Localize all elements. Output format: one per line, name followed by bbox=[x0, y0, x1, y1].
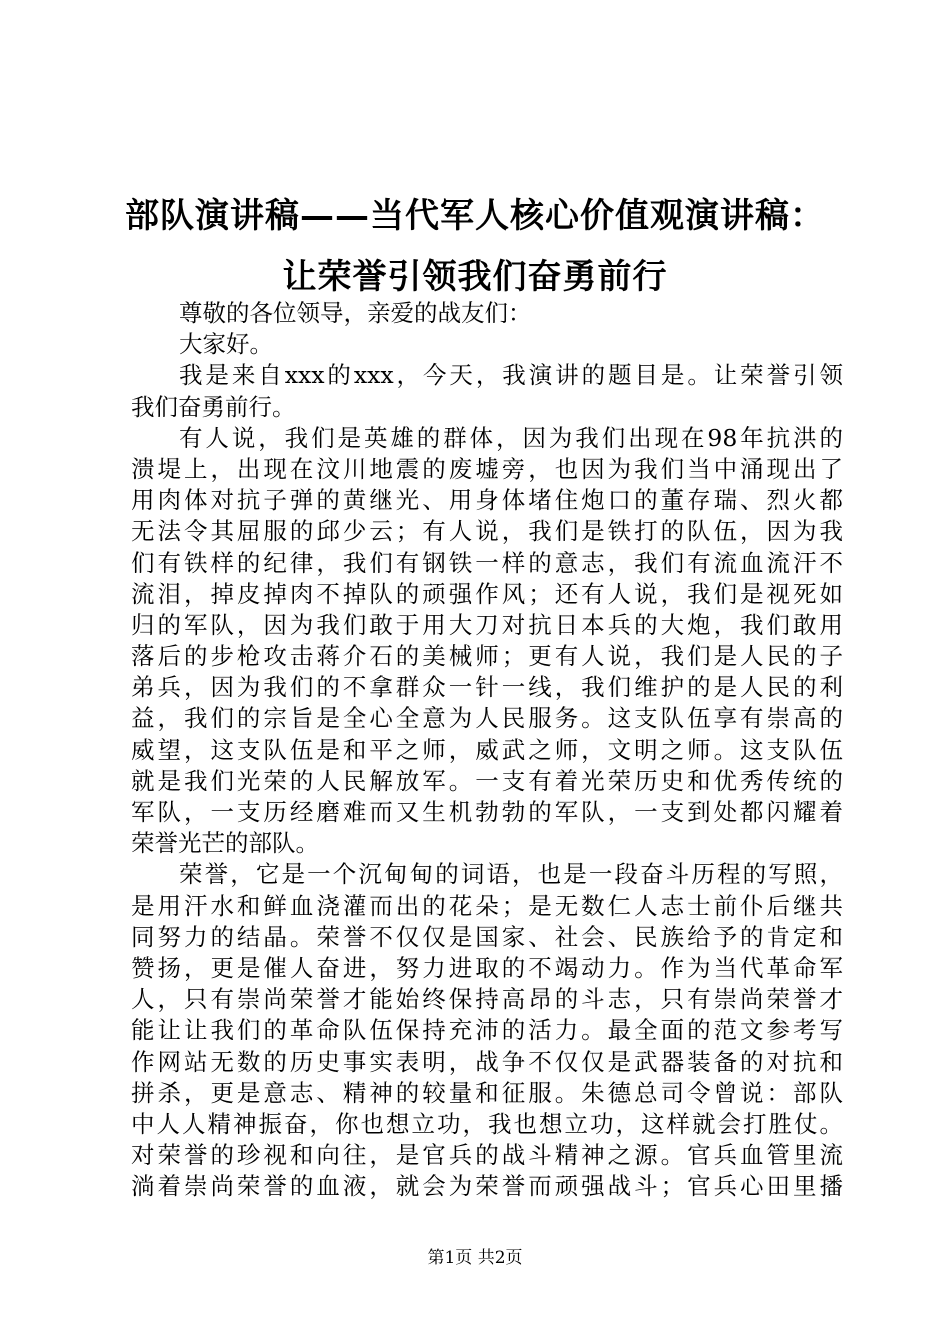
body-line: 荣誉光芒的部队。 bbox=[131, 829, 319, 858]
body-line: 对荣誉的珍视和向往，是官兵的战斗精神之源。官兵血管里流 bbox=[131, 1141, 843, 1170]
body-line: 落后的步枪攻击蒋介石的美械师；更有人说，我们是人民的子 bbox=[131, 642, 843, 671]
body-line: 威望，这支队伍是和平之师，威武之师，文明之师。这支队伍 bbox=[131, 735, 843, 764]
body-line: 赞扬，更是催人奋进，努力进取的不竭动力。作为当代革命军 bbox=[131, 953, 843, 982]
body-line: 作网站无数的历史事实表明，战争不仅仅是武器装备的对抗和 bbox=[131, 1047, 843, 1076]
body-line: 我们奋勇前行。 bbox=[131, 392, 296, 421]
body-line: 拼杀，更是意志、精神的较量和征服。朱德总司令曾说：部队 bbox=[131, 1078, 843, 1107]
body-line: 用肉体对抗子弹的黄继光、用身体堵住炮口的董存瑞、烈火都 bbox=[131, 486, 843, 515]
body-line: 弟兵，因为我们的不拿群众一针一线，我们维护的是人民的利 bbox=[131, 673, 843, 702]
page-footer: 第1页 共2页 bbox=[427, 1248, 523, 1268]
body-line: 尊敬的各位领导，亲爱的战友们： bbox=[179, 299, 532, 327]
body-line: 我是来自xxx的xxx，今天，我演讲的题目是。让荣誉引领 bbox=[179, 361, 843, 390]
title-line-2: 让荣誉引领我们奋勇前行 bbox=[282, 257, 668, 297]
body-line: 人，只有崇尚荣誉才能始终保持高昂的斗志，只有崇尚荣誉才 bbox=[131, 985, 843, 1014]
title-line-1: 部队演讲稿——当代军人核心价值观演讲稿： bbox=[125, 196, 825, 236]
speech-body bbox=[131, 298, 843, 1202]
body-line: 荣誉，它是一个沉甸甸的词语，也是一段奋斗历程的写照， bbox=[179, 860, 843, 889]
body-line: 溃堤上，出现在汶川地震的废墟旁，也因为我们当中涌现出了 bbox=[131, 454, 843, 483]
body-line: 中人人精神振奋，你也想立功，我也想立功，这样就会打胜仗。 bbox=[131, 1109, 843, 1138]
body-line: 流泪，掉皮掉肉不掉队的顽强作风；还有人说，我们是视死如 bbox=[131, 579, 843, 608]
body-line: 益，我们的宗旨是全心全意为人民服务。这支队伍享有崇高的 bbox=[131, 704, 843, 733]
body-line: 归的军队，因为我们敢于用大刀对抗日本兵的大炮，我们敢用 bbox=[131, 610, 843, 639]
body-line: 有人说，我们是英雄的群体，因为我们出现在98年抗洪的 bbox=[179, 423, 843, 452]
body-line: 同努力的结晶。荣誉不仅仅是国家、社会、民族给予的肯定和 bbox=[131, 922, 843, 951]
body-line: 军队，一支历经磨难而又生机勃勃的军队，一支到处都闪耀着 bbox=[131, 798, 843, 826]
body-line: 们有铁样的纪律，我们有钢铁一样的意志，我们有流血流汗不 bbox=[131, 548, 843, 577]
body-line: 就是我们光荣的人民解放军。一支有着光荣历史和优秀传统的 bbox=[131, 766, 843, 795]
body-line: 无法令其屈服的邱少云；有人说，我们是铁打的队伍，因为我 bbox=[131, 517, 843, 546]
body-line: 能让让我们的革命队伍保持充沛的活力。最全面的范文参考写 bbox=[131, 1016, 843, 1045]
body-line: 大家好。 bbox=[179, 330, 273, 359]
body-line: 是用汗水和鲜血浇灌而出的花朵；是无数仁人志士前仆后继共 bbox=[131, 891, 843, 920]
body-line: 淌着崇尚荣誉的血液，就会为荣誉而顽强战斗；官兵心田里播 bbox=[131, 1172, 843, 1201]
